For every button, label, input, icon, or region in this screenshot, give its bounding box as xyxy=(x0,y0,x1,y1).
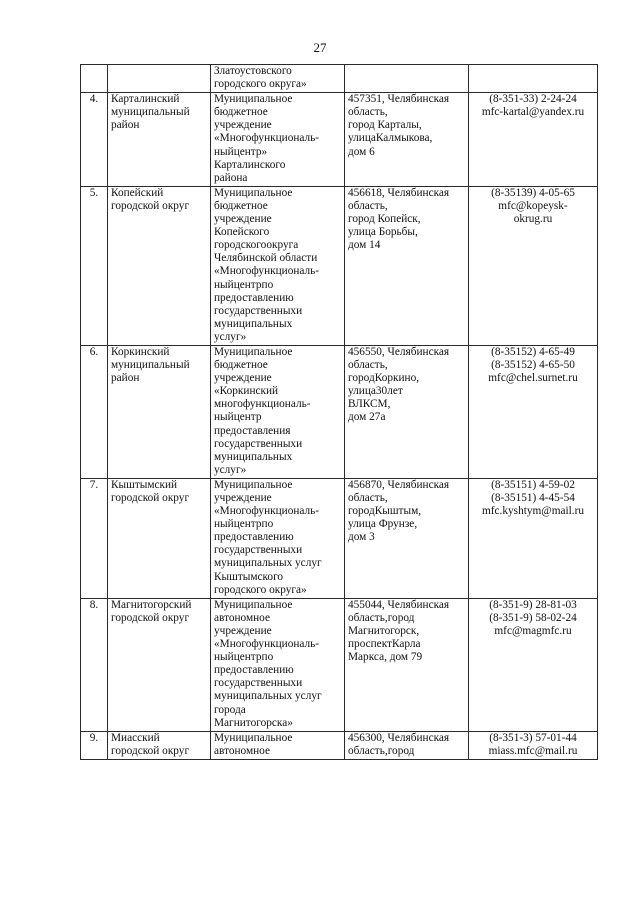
district-cell-line: муниципальный xyxy=(111,106,190,119)
contact-cell-line: mfc-kartal@yandex.ru xyxy=(481,106,585,119)
address-cell-line: улица Фрунзе, xyxy=(348,518,418,531)
district-cell xyxy=(108,65,211,93)
address-cell xyxy=(345,65,469,93)
district-cell-line: городской округ xyxy=(111,492,190,504)
organization-cell xyxy=(211,345,345,478)
organization-cell-line: муниципальных xyxy=(214,317,293,330)
district-cell xyxy=(108,345,211,478)
organization-cell-line: муниципальных услуг xyxy=(214,690,322,703)
contact-cell-line: (8-35152) 4-65-49 xyxy=(491,345,575,358)
organization-cell xyxy=(211,186,345,345)
organization-cell-line: Карталинского xyxy=(214,158,286,171)
district-cell-line: Миасский xyxy=(111,731,160,744)
organization-cell-line: автономное xyxy=(214,744,270,757)
organization-cell-line: Магнитогорска» xyxy=(214,716,293,729)
contact-cell xyxy=(469,478,598,598)
district-cell-line: муниципальный xyxy=(111,359,190,372)
contact-cell-line: (8-351-9) 58-02-24 xyxy=(489,611,577,624)
organization-cell-line: предоставлению xyxy=(214,291,294,304)
organization-cell-line: ныйцентрпо xyxy=(214,278,274,291)
contact-cell xyxy=(469,345,598,478)
address-cell-line: улица30лет xyxy=(348,385,403,398)
district-cell-line: Копейский xyxy=(111,186,164,199)
organization-cell xyxy=(211,65,345,93)
address-cell xyxy=(345,186,469,345)
address-cell-line: 456870, Челябинская xyxy=(348,478,450,491)
address-cell xyxy=(345,345,469,478)
organization-cell-line: Муниципальное xyxy=(214,345,293,358)
table-row xyxy=(81,478,598,598)
organization-cell-line: государственныхи xyxy=(214,677,303,690)
organization-cell-line: Муниципальное xyxy=(214,731,293,744)
table-row xyxy=(81,345,598,478)
address-cell-line: 456300, Челябинская xyxy=(348,731,450,744)
organization-cell-line: Муниципальное xyxy=(214,93,293,106)
contact-cell-line: (8-35151) 4-59-02 xyxy=(491,478,575,491)
address-cell-line: 456550, Челябинская xyxy=(348,345,450,358)
contact-cell-line: mfc@chel.surnet.ru xyxy=(488,372,578,385)
organization-cell-line: многофункциональ- xyxy=(214,398,311,411)
address-cell xyxy=(345,93,469,187)
address-cell-line: область, xyxy=(348,359,388,372)
district-cell xyxy=(108,598,211,731)
address-cell-line: проспектКарла xyxy=(348,638,421,651)
organization-cell-line: городского округа» xyxy=(214,583,307,596)
organization-cell-line: города xyxy=(214,703,246,716)
address-cell-line: дом 6 xyxy=(348,145,375,158)
address-cell-line: область,город xyxy=(348,744,415,757)
table-row xyxy=(81,598,598,731)
address-cell-line: область, xyxy=(348,492,388,504)
row-number: 4. xyxy=(81,93,108,187)
address-cell xyxy=(345,478,469,598)
table-row xyxy=(81,93,598,187)
contact-cell-line: (8-351-9) 28-81-03 xyxy=(489,598,577,611)
organization-cell-line: Златоустовского xyxy=(214,65,292,77)
contact-cell-line: (8-351-33) 2-24-24 xyxy=(489,93,577,106)
organization-cell-line: бюджетное xyxy=(214,359,268,372)
contact-cell xyxy=(469,65,598,93)
address-cell-line: дом 3 xyxy=(348,531,375,544)
organization-cell-line: бюджетное xyxy=(214,106,268,119)
district-cell xyxy=(108,93,211,187)
address-cell-line: 457351, Челябинская xyxy=(348,93,450,106)
organization-cell-line: государственныхи xyxy=(214,304,303,317)
page-number: 27 xyxy=(313,40,327,55)
organization-cell-line: ныйцентрпо xyxy=(214,518,274,531)
contact-cell xyxy=(469,731,598,759)
address-cell-line: Магнитогорск, xyxy=(348,624,420,637)
organization-cell-line: «Многофункциональ- xyxy=(214,505,320,518)
district-cell xyxy=(108,478,211,598)
address-cell-line: область,город xyxy=(348,611,415,624)
address-cell-line: область, xyxy=(348,106,388,119)
contact-cell-line: mfc@kopeysk- xyxy=(498,199,568,212)
row-number: 5. xyxy=(81,186,108,345)
organization-cell-line: ныйцентрпо xyxy=(214,651,274,664)
contact-cell-line: (8-35151) 4-45-54 xyxy=(491,492,575,504)
organization-cell-line: услуг» xyxy=(214,330,247,343)
address-cell-line: 455044, Челябинская xyxy=(348,598,450,611)
organization-cell-line: услуг» xyxy=(214,463,247,476)
table-row xyxy=(81,65,598,93)
organization-cell-line: Челябинской области xyxy=(214,252,318,265)
organization-cell xyxy=(211,478,345,598)
district-cell-line: городской округ xyxy=(111,199,190,212)
contact-cell-line: miass.mfc@mail.ru xyxy=(488,744,578,757)
address-cell xyxy=(345,731,469,759)
table-body xyxy=(81,65,598,760)
organization-cell-line: учреждение xyxy=(214,213,272,226)
organization-cell-line: учреждение xyxy=(214,119,272,132)
organization-cell-line: Муниципальное xyxy=(214,186,293,199)
district-cell-line: городской округ xyxy=(111,744,190,757)
organization-cell xyxy=(211,731,345,759)
organization-cell-line: ныйцентр» xyxy=(214,145,268,158)
contact-cell-line: okrug.ru xyxy=(513,213,553,226)
organization-cell-line: Копейского xyxy=(214,226,270,239)
address-cell-line: улицаКалмыкова, xyxy=(348,132,433,145)
organization-cell-line: предоставлению xyxy=(214,531,294,544)
district-cell xyxy=(108,731,211,759)
district-cell-line: Карталинский xyxy=(111,93,180,106)
organization-cell-line: «Многофункциональ- xyxy=(214,132,320,145)
organization-cell-line: предоставлению xyxy=(214,664,294,677)
organization-cell-line: «Многофункциональ- xyxy=(214,638,320,651)
contact-cell-line: (8-35139) 4-05-65 xyxy=(491,186,575,199)
organization-cell-line: Кыштымского xyxy=(214,570,284,583)
organization-cell-line: городского округа» xyxy=(214,78,307,91)
organization-cell-line: учреждение xyxy=(214,492,272,504)
contact-cell xyxy=(469,93,598,187)
contact-cell xyxy=(469,186,598,345)
address-cell-line: дом 27а xyxy=(348,411,386,424)
organization-cell-line: учреждение xyxy=(214,372,272,385)
district-cell xyxy=(108,186,211,345)
organization-cell-line: «Коркинский xyxy=(214,385,279,398)
row-number: 6. xyxy=(81,345,108,478)
organization-cell-line: Муниципальное xyxy=(214,598,293,611)
district-cell-line: городской округ xyxy=(111,611,190,624)
address-cell-line: город Копейск, xyxy=(348,213,421,226)
organization-cell-line: государственныхи xyxy=(214,544,303,557)
organization-cell xyxy=(211,93,345,187)
table-row xyxy=(81,731,598,759)
address-cell-line: городКоркино, xyxy=(348,372,420,385)
address-cell-line: улица Борьбы, xyxy=(348,226,418,239)
organization-cell-line: автономное xyxy=(214,611,270,624)
row-number: 8. xyxy=(81,598,108,731)
district-cell-line: Кыштымский xyxy=(111,478,178,491)
contact-cell-line: mfc@magmfc.ru xyxy=(494,624,572,637)
organization-cell-line: ныйцентр xyxy=(214,411,262,424)
organization-cell-line: Муниципальное xyxy=(214,478,293,491)
contact-cell xyxy=(469,598,598,731)
organization-cell-line: муниципальных xyxy=(214,450,293,463)
organization-cell-line: предоставления xyxy=(214,424,291,437)
contact-cell-line: (8-35152) 4-65-50 xyxy=(491,359,575,372)
organization-cell-line: муниципальных услуг xyxy=(214,557,322,570)
district-cell-line: район xyxy=(111,372,140,385)
address-cell xyxy=(345,598,469,731)
organization-cell-line: бюджетное xyxy=(214,199,268,212)
district-cell-line: Коркинский xyxy=(111,345,170,358)
row-number: 9. xyxy=(81,731,108,759)
organization-cell xyxy=(211,598,345,731)
row-number xyxy=(81,65,108,93)
address-cell-line: городКыштым, xyxy=(348,505,422,518)
organization-cell-line: учреждение xyxy=(214,624,272,637)
organization-cell-line: городскогоокруга xyxy=(214,239,299,252)
mfc-registry-table xyxy=(80,64,598,760)
address-cell-line: ВЛКСМ, xyxy=(348,398,391,411)
address-cell-line: город Карталы, xyxy=(348,119,422,132)
address-cell-line: дом 14 xyxy=(348,239,381,252)
district-cell-line: Магнитогорский xyxy=(111,598,192,611)
district-cell-line: район xyxy=(111,119,140,132)
contact-cell-line: mfc.kyshtym@mail.ru xyxy=(481,505,585,518)
address-cell-line: 456618, Челябинская xyxy=(348,186,450,199)
organization-cell-line: «Многофункциональ- xyxy=(214,265,320,278)
address-cell-line: область, xyxy=(348,199,388,212)
row-number: 7. xyxy=(81,478,108,598)
contact-cell-line: (8-351-3) 57-01-44 xyxy=(489,731,577,744)
organization-cell-line: государственныхи xyxy=(214,437,303,450)
table-row xyxy=(81,186,598,345)
address-cell-line: Маркса, дом 79 xyxy=(348,651,423,664)
organization-cell-line: района xyxy=(214,171,248,184)
